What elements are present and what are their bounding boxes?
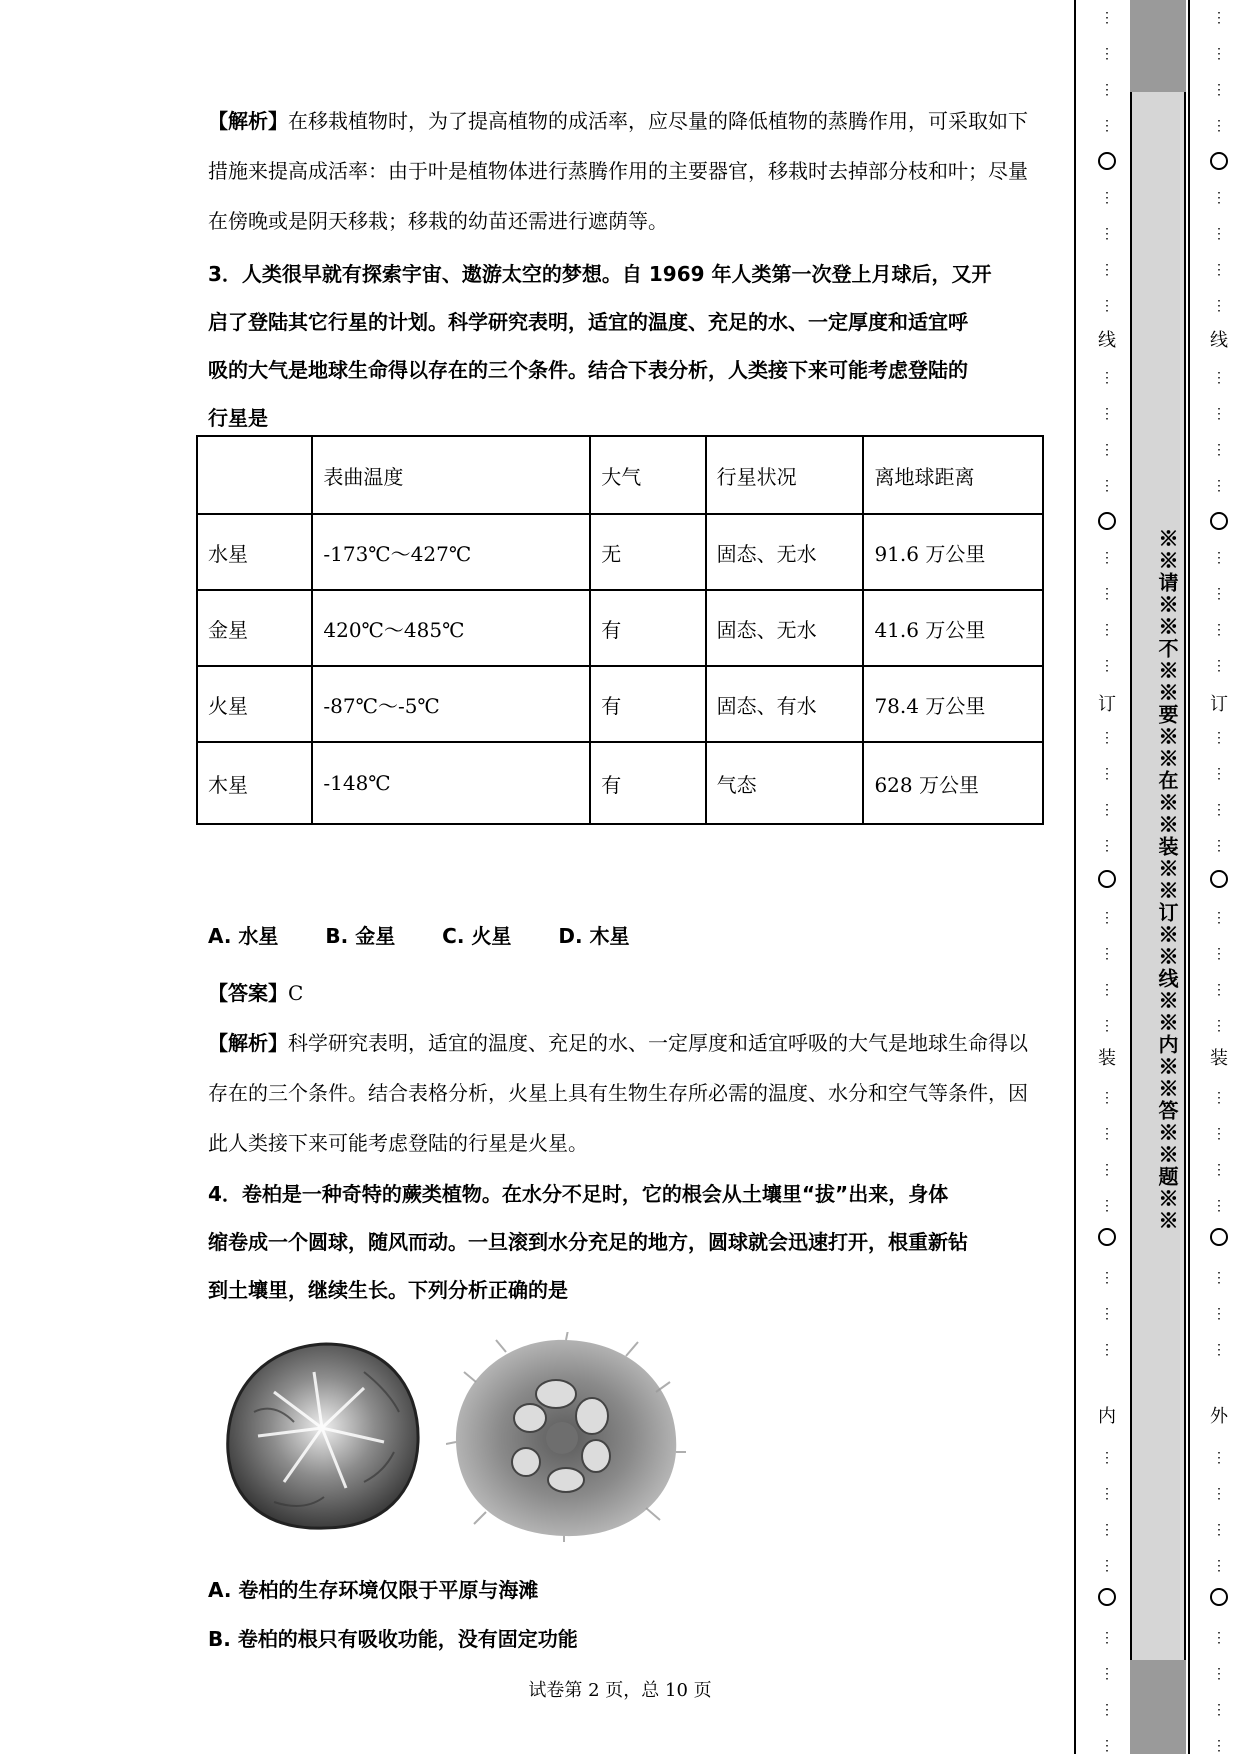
binding-dot-segment: ⋮ xyxy=(1212,1018,1226,1034)
binding-dot-segment: ⋮ xyxy=(1212,46,1226,62)
binding-dot-segment: ⋮ xyxy=(1100,622,1114,638)
binding-border-line xyxy=(1188,0,1190,1754)
analysis-tag: 【解析】 xyxy=(208,109,288,133)
binding-dot-segment: ⋮ xyxy=(1212,946,1226,962)
binding-mark-xian-right: 线 xyxy=(1204,326,1234,352)
analysis-text: 在移栽植物时，为了提高植物的成活率，应尽量的降低植物的蒸腾作用，可采取如下措施来提高成活率：由于叶是植物体进行蒸腾作用的主要器官，移栽时去掉部分枝和叶；尽量在傍晚或是阴天移栽；移栽的幼苗还需进行遮荫等。 xyxy=(208,109,1028,233)
binding-circle-icon xyxy=(1098,870,1116,888)
planet-table xyxy=(196,435,1044,825)
option-c: C. 火星 xyxy=(442,924,512,948)
table-cell: 气态 xyxy=(706,742,864,824)
binding-dot-segment: ⋮ xyxy=(1100,586,1114,602)
binding-mark-ding-right: 订 xyxy=(1204,690,1234,716)
q4-line-3: 到土壤里，继续生长。下列分析正确的是 xyxy=(208,1278,568,1302)
q4-line-2: 缩卷成一个圆球，随风而动。一旦滚到水分充足的地方，圆球就会迅速打开，根重新钻 xyxy=(208,1230,968,1254)
binding-mark-xian-left: 线 xyxy=(1092,326,1122,352)
table-cell: 78.4 万公里 xyxy=(863,666,1043,742)
binding-dot-segment: ⋮ xyxy=(1212,1630,1226,1646)
table-header-cell: 表曲温度 xyxy=(312,436,590,514)
binding-dot-segment: ⋮ xyxy=(1100,46,1114,62)
binding-dot-segment: ⋮ xyxy=(1100,1306,1114,1322)
table-cell: -148℃ xyxy=(312,742,590,824)
q4-option-a: A. 卷柏的生存环境仅限于平原与海滩 xyxy=(208,1578,539,1602)
binding-dot-segment: ⋮ xyxy=(1212,802,1226,818)
binding-dot-segment: ⋮ xyxy=(1212,442,1226,458)
binding-dots-right xyxy=(1204,0,1234,1754)
binding-dot-segment: ⋮ xyxy=(1212,1162,1226,1178)
binding-dot-segment: ⋮ xyxy=(1100,10,1114,26)
binding-dot-segment: ⋮ xyxy=(1100,226,1114,242)
analysis-previous-paragraph xyxy=(208,96,1036,246)
curled-selaginella-image xyxy=(214,1332,426,1532)
q3-analysis-paragraph xyxy=(208,1018,1036,1168)
binding-dot-segment: ⋮ xyxy=(1100,1090,1114,1106)
binding-dot-segment: ⋮ xyxy=(1100,370,1114,386)
table-cell: 有 xyxy=(590,590,705,666)
binding-dot-segment: ⋮ xyxy=(1212,838,1226,854)
q4-line-1: 4．卷柏是一种奇特的蕨类植物。在水分不足时，它的根会从土壤里“拔”出来，身体 xyxy=(208,1182,949,1206)
q3-answer-block xyxy=(208,968,1036,1314)
binding-circle-icon xyxy=(1098,512,1116,530)
binding-circle-icon xyxy=(1098,1588,1116,1606)
option-b: B. 金星 xyxy=(325,924,396,948)
table-cell: 金星 xyxy=(197,590,312,666)
binding-dot-segment: ⋮ xyxy=(1212,118,1226,134)
table-row xyxy=(197,590,1043,666)
q3-options xyxy=(208,920,670,949)
binding-dot-segment: ⋮ xyxy=(1212,262,1226,278)
table-cell: 固态、无水 xyxy=(706,590,864,666)
binding-dot-segment: ⋮ xyxy=(1100,982,1114,998)
binding-dot-segment: ⋮ xyxy=(1212,298,1226,314)
binding-circle-icon xyxy=(1098,1228,1116,1246)
analysis-tag: 【解析】 xyxy=(208,1031,288,1055)
answer-value: C xyxy=(288,981,304,1005)
binding-dot-segment: ⋮ xyxy=(1212,1738,1226,1754)
table-header-cell xyxy=(197,436,312,514)
binding-dot-segment: ⋮ xyxy=(1100,910,1114,926)
binding-dot-segment: ⋮ xyxy=(1212,1198,1226,1214)
binding-dot-segment: ⋮ xyxy=(1212,586,1226,602)
q3-line-1: 3．人类很早就有探索宇宙、遨游太空的梦想。自 1969 年人类第一次登上月球后，又开 xyxy=(208,262,992,286)
table-row xyxy=(197,666,1043,742)
binding-dot-segment: ⋮ xyxy=(1212,1090,1226,1106)
q3-line-3: 吸的大气是地球生命得以存在的三个条件。结合下表分析，人类接下来可能考虑登陆的 xyxy=(208,358,968,382)
binding-dot-segment: ⋮ xyxy=(1212,82,1226,98)
table-header-cell: 离地球距离 xyxy=(863,436,1043,514)
table-cell: 有 xyxy=(590,666,705,742)
binding-dot-segment: ⋮ xyxy=(1100,1522,1114,1538)
binding-circle-icon xyxy=(1210,870,1228,888)
option-a: A. 水星 xyxy=(208,924,279,948)
binding-mark-zhuang-left: 装 xyxy=(1092,1044,1122,1070)
binding-dot-segment: ⋮ xyxy=(1212,478,1226,494)
binding-dot-segment: ⋮ xyxy=(1100,550,1114,566)
table-cell: 420℃～485℃ xyxy=(312,590,590,666)
binding-dot-segment: ⋮ xyxy=(1100,1558,1114,1574)
opened-selaginella-image xyxy=(446,1332,686,1542)
binding-dot-segment: ⋮ xyxy=(1212,730,1226,746)
binding-dot-segment: ⋮ xyxy=(1100,658,1114,674)
binding-dot-segment: ⋮ xyxy=(1212,982,1226,998)
binding-dot-segment: ⋮ xyxy=(1212,1702,1226,1718)
binding-dot-segment: ⋮ xyxy=(1212,1486,1226,1502)
binding-dot-segment: ⋮ xyxy=(1100,1270,1114,1286)
binding-dot-segment: ⋮ xyxy=(1100,1450,1114,1466)
table-header-row xyxy=(197,436,1043,514)
binding-dot-segment: ⋮ xyxy=(1212,622,1226,638)
binding-dot-segment: ⋮ xyxy=(1100,1018,1114,1034)
answer-tag: 【答案】 xyxy=(208,981,288,1005)
binding-dot-segment: ⋮ xyxy=(1100,442,1114,458)
binding-dot-segment: ⋮ xyxy=(1212,766,1226,782)
answer-line xyxy=(208,968,1036,1018)
binding-circle-icon xyxy=(1210,512,1228,530)
table-cell: 木星 xyxy=(197,742,312,824)
binding-dot-segment: ⋮ xyxy=(1100,1126,1114,1142)
binding-dot-segment: ⋮ xyxy=(1100,946,1114,962)
binding-dot-segment: ⋮ xyxy=(1100,1702,1114,1718)
binding-dot-segment: ⋮ xyxy=(1100,730,1114,746)
table-cell: 无 xyxy=(590,514,705,590)
table-cell: 水星 xyxy=(197,514,312,590)
table-cell: 火星 xyxy=(197,666,312,742)
option-d: D. 木星 xyxy=(558,924,630,948)
binding-circle-icon xyxy=(1210,1228,1228,1246)
binding-mark-nei-left: 内 xyxy=(1092,1402,1122,1428)
table-cell: 91.6 万公里 xyxy=(863,514,1043,590)
binding-dot-segment: ⋮ xyxy=(1100,802,1114,818)
binding-dot-segment: ⋮ xyxy=(1212,1666,1226,1682)
binding-dot-segment: ⋮ xyxy=(1100,262,1114,278)
binding-dot-segment: ⋮ xyxy=(1212,190,1226,206)
binding-dot-segment: ⋮ xyxy=(1100,1630,1114,1646)
binding-dot-segment: ⋮ xyxy=(1100,298,1114,314)
binding-dot-segment: ⋮ xyxy=(1212,1558,1226,1574)
binding-notice: ※※请※※不※※要※※在※※装※※订※※线※※内※※答※※题※※ xyxy=(1155,528,1179,1232)
binding-dot-segment: ⋮ xyxy=(1212,10,1226,26)
q4-option-b: B. 卷柏的根只有吸收功能，没有固定功能 xyxy=(208,1627,578,1651)
binding-dot-segment: ⋮ xyxy=(1100,406,1114,422)
binding-dot-segment: ⋮ xyxy=(1100,766,1114,782)
binding-dot-segment: ⋮ xyxy=(1212,910,1226,926)
binding-dot-segment: ⋮ xyxy=(1212,1306,1226,1322)
q3-line-2: 启了登陆其它行星的计划。科学研究表明，适宜的温度、充足的水、一定厚度和适宜呼 xyxy=(208,310,968,334)
binding-dot-segment: ⋮ xyxy=(1212,226,1226,242)
table-row xyxy=(197,514,1043,590)
binding-dot-segment: ⋮ xyxy=(1212,406,1226,422)
table-cell: -173℃～427℃ xyxy=(312,514,590,590)
q3-line-4: 行星是 xyxy=(208,406,268,430)
binding-dot-segment: ⋮ xyxy=(1212,1270,1226,1286)
binding-border-line xyxy=(1074,0,1076,1754)
binding-dots-left xyxy=(1092,0,1122,1754)
binding-dot-segment: ⋮ xyxy=(1100,1342,1114,1358)
binding-dot-segment: ⋮ xyxy=(1100,1198,1114,1214)
binding-mark-zhuang-right: 装 xyxy=(1204,1044,1234,1070)
binding-dot-segment: ⋮ xyxy=(1100,1666,1114,1682)
binding-circle-icon xyxy=(1098,152,1116,170)
table-cell: 有 xyxy=(590,742,705,824)
q3-analysis-text: 科学研究表明，适宜的温度、充足的水、一定厚度和适宜呼吸的大气是地球生命得以存在的三个条件。结合表格分析，火星上具有生物生存所必需的温度、水分和空气等条件，因此人类接下来可能考虑登陆的行星是火星。 xyxy=(208,1031,1028,1155)
binding-dot-segment: ⋮ xyxy=(1100,1162,1114,1178)
binding-dot-segment: ⋮ xyxy=(1212,1450,1226,1466)
binding-dot-segment: ⋮ xyxy=(1212,550,1226,566)
table-cell: 41.6 万公里 xyxy=(863,590,1043,666)
binding-dot-segment: ⋮ xyxy=(1100,838,1114,854)
binding-mark-wai-right: 外 xyxy=(1204,1402,1234,1428)
binding-dot-segment: ⋮ xyxy=(1100,82,1114,98)
table-cell: 628 万公里 xyxy=(863,742,1043,824)
table-header-cell: 大气 xyxy=(590,436,705,514)
binding-dot-segment: ⋮ xyxy=(1100,190,1114,206)
selaginella-images xyxy=(214,1332,694,1562)
binding-gray-band xyxy=(1130,1660,1186,1754)
table-row xyxy=(197,742,1043,824)
binding-dot-segment: ⋮ xyxy=(1100,1486,1114,1502)
binding-dot-segment: ⋮ xyxy=(1212,1522,1226,1538)
page-footer: 试卷第 2 页，总 10 页 xyxy=(528,1680,712,1701)
binding-dot-segment: ⋮ xyxy=(1212,1126,1226,1142)
table-cell: 固态、有水 xyxy=(706,666,864,742)
binding-circle-icon xyxy=(1210,152,1228,170)
binding-mark-ding-left: 订 xyxy=(1092,690,1122,716)
binding-dot-segment: ⋮ xyxy=(1100,118,1114,134)
binding-dot-segment: ⋮ xyxy=(1100,1738,1114,1754)
binding-gray-band xyxy=(1130,0,1186,92)
table-header-cell: 行星状况 xyxy=(706,436,864,514)
table-cell: -87℃～-5℃ xyxy=(312,666,590,742)
binding-dot-segment: ⋮ xyxy=(1212,370,1226,386)
table-cell: 固态、无水 xyxy=(706,514,864,590)
analysis-previous xyxy=(208,96,1036,442)
binding-dot-segment: ⋮ xyxy=(1100,478,1114,494)
binding-dot-segment: ⋮ xyxy=(1212,1342,1226,1358)
binding-dot-segment: ⋮ xyxy=(1212,658,1226,674)
binding-circle-icon xyxy=(1210,1588,1228,1606)
